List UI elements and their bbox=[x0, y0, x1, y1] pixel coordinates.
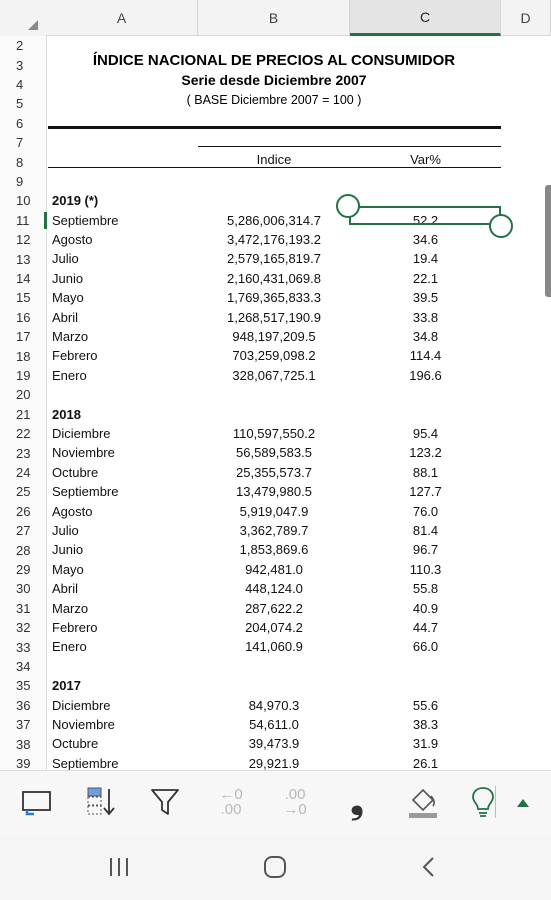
row-header[interactable]: 5 bbox=[0, 94, 46, 113]
header-rule-top bbox=[198, 146, 501, 147]
variation-cell[interactable]: 26.1 bbox=[412, 755, 439, 770]
index-value-cell[interactable]: 84,970.3 bbox=[248, 697, 300, 713]
recent-apps-button[interactable] bbox=[104, 854, 134, 880]
variation-cell[interactable]: 66.0 bbox=[412, 639, 439, 655]
title-rule-thick bbox=[48, 126, 501, 129]
variation-cell[interactable]: 114.4 bbox=[409, 348, 442, 364]
month-cell[interactable]: Junio bbox=[52, 270, 84, 286]
month-cell[interactable]: Julio bbox=[52, 523, 79, 538]
month-cell[interactable]: Enero bbox=[52, 367, 87, 383]
index-value-cell[interactable]: 54,611.0 bbox=[249, 717, 299, 732]
row-header[interactable]: 32 bbox=[0, 618, 46, 637]
home-icon bbox=[262, 854, 288, 880]
month-cell[interactable]: Septiembre bbox=[52, 484, 119, 500]
month-cell[interactable]: Marzo bbox=[52, 600, 89, 616]
row-header[interactable]: 35 bbox=[0, 676, 46, 695]
back-button[interactable] bbox=[414, 854, 444, 880]
row-header[interactable]: 38 bbox=[0, 734, 46, 753]
variation-cell[interactable]: 44.7 bbox=[412, 620, 439, 635]
year-label[interactable]: 2019 (*) bbox=[52, 193, 99, 209]
index-value-cell[interactable]: 948,197,209.5 bbox=[232, 329, 316, 344]
variation-cell[interactable]: 39.5 bbox=[412, 290, 439, 306]
row-header[interactable]: 8 bbox=[0, 152, 46, 171]
row-header[interactable]: 15 bbox=[0, 288, 46, 307]
lightbulb-icon bbox=[468, 784, 498, 820]
month-cell[interactable]: Enero bbox=[52, 639, 87, 655]
variation-cell[interactable]: 31.9 bbox=[412, 736, 439, 752]
index-value-cell[interactable]: 2,160,431,069.8 bbox=[227, 270, 321, 286]
row-header[interactable]: 28 bbox=[0, 540, 46, 559]
row-header[interactable]: 23 bbox=[0, 443, 46, 462]
month-cell[interactable]: Abril bbox=[52, 309, 79, 325]
variation-cell[interactable]: 40.9 bbox=[412, 600, 439, 616]
variation-cell[interactable]: 52.2 bbox=[412, 212, 439, 228]
row-header[interactable]: 3 bbox=[0, 55, 46, 74]
row-header[interactable]: 18 bbox=[0, 346, 46, 365]
report-title: ÍNDICE NACIONAL DE PRECIOS AL CONSUMIDOR bbox=[92, 52, 456, 69]
variation-cell[interactable]: 33.8 bbox=[412, 309, 439, 325]
index-value-cell[interactable]: 3,362,789.7 bbox=[239, 523, 309, 538]
variation-cell[interactable]: 19.4 bbox=[412, 251, 439, 267]
decrease-decimal-icon-top: ←0 bbox=[219, 786, 243, 803]
variation-cell[interactable]: 127.7 bbox=[409, 484, 442, 500]
comma-style-icon: ❟ bbox=[350, 782, 364, 821]
column-header-c[interactable]: C bbox=[350, 0, 501, 36]
increase-decimal-icon-bottom: →0 bbox=[283, 801, 307, 818]
report-subtitle: Serie desde Diciembre 2007 bbox=[181, 72, 367, 88]
variation-cell[interactable]: 22.1 bbox=[412, 270, 439, 286]
month-cell[interactable]: Febrero bbox=[52, 348, 98, 364]
select-all-triangle-icon bbox=[28, 20, 38, 30]
month-cell[interactable]: Mayo bbox=[52, 561, 84, 577]
index-value-cell[interactable]: 13,479,980.5 bbox=[236, 484, 312, 500]
variation-cell[interactable]: 34.6 bbox=[412, 232, 439, 247]
row-header[interactable]: 33 bbox=[0, 637, 46, 656]
cell-style-button[interactable] bbox=[16, 781, 58, 823]
back-chevron-icon bbox=[419, 855, 439, 879]
year-label[interactable]: 2017 bbox=[52, 678, 81, 694]
column-header-d[interactable]: D bbox=[501, 0, 551, 36]
index-value-cell[interactable]: 141,060.9 bbox=[245, 639, 303, 655]
row-header[interactable]: 30 bbox=[0, 579, 46, 598]
expand-toolbar-icon[interactable] bbox=[517, 799, 529, 807]
vertical-scrollbar[interactable] bbox=[545, 185, 551, 297]
month-cell[interactable]: Febrero bbox=[52, 620, 98, 635]
sort-button[interactable] bbox=[80, 781, 122, 823]
row-header[interactable]: 25 bbox=[0, 482, 46, 501]
cell-style-icon bbox=[20, 787, 54, 817]
increase-decimal-icon-top: .00 bbox=[284, 786, 306, 803]
index-value-cell[interactable]: 287,622.2 bbox=[245, 600, 303, 616]
sort-icon bbox=[84, 785, 118, 819]
selected-cell-c11[interactable] bbox=[349, 206, 501, 225]
row-header[interactable]: 9 bbox=[0, 172, 46, 191]
index-value-cell[interactable]: 5,919,047.9 bbox=[239, 503, 309, 519]
android-navigation-bar bbox=[0, 834, 551, 900]
month-cell[interactable]: Diciembre bbox=[52, 426, 111, 441]
row-header[interactable]: 34 bbox=[0, 657, 46, 676]
index-value-cell[interactable]: 2,579,165,819.7 bbox=[227, 251, 321, 267]
index-value-cell[interactable]: 1,769,365,833.3 bbox=[227, 290, 321, 306]
filter-button[interactable] bbox=[144, 781, 186, 823]
row-header[interactable]: 12 bbox=[0, 230, 46, 249]
month-cell[interactable]: Octubre bbox=[52, 464, 99, 480]
header-var[interactable]: Var% bbox=[410, 152, 441, 167]
decrease-decimal-button[interactable] bbox=[210, 781, 252, 823]
row-header[interactable]: 16 bbox=[0, 308, 46, 327]
ideas-button[interactable] bbox=[462, 781, 504, 823]
column-header-a[interactable]: A bbox=[46, 0, 198, 36]
variation-cell[interactable]: 88.1 bbox=[412, 464, 439, 480]
row-header[interactable]: 37 bbox=[0, 715, 46, 734]
index-value-cell[interactable]: 25,355,573.7 bbox=[236, 464, 312, 480]
filter-icon bbox=[148, 785, 182, 819]
month-cell[interactable]: Noviembre bbox=[52, 717, 115, 732]
row-header[interactable]: 20 bbox=[0, 385, 46, 404]
fill-color-button[interactable] bbox=[402, 781, 444, 823]
variation-cell[interactable]: 196.6 bbox=[409, 367, 442, 383]
increase-decimal-button[interactable] bbox=[274, 781, 316, 823]
row-header-divider bbox=[46, 36, 47, 770]
variation-cell[interactable]: 55.6 bbox=[412, 697, 439, 713]
month-cell[interactable]: Junio bbox=[52, 542, 84, 558]
index-value-cell[interactable]: 703,259,098.2 bbox=[232, 348, 316, 364]
row-header[interactable]: 24 bbox=[0, 463, 46, 482]
index-value-cell[interactable]: 5,286,006,314.7 bbox=[227, 212, 321, 228]
decrease-decimal-icon-bottom: .00 bbox=[220, 801, 242, 818]
variation-cell[interactable]: 55.8 bbox=[412, 581, 439, 597]
selected-row-indicator bbox=[44, 212, 47, 229]
format-toolbar bbox=[0, 770, 551, 835]
row-header[interactable]: 2 bbox=[0, 36, 46, 55]
row-header[interactable]: 29 bbox=[0, 560, 46, 579]
index-value-cell[interactable]: 328,067,725.1 bbox=[232, 367, 316, 383]
recent-apps-icon bbox=[107, 856, 131, 878]
column-header-b[interactable]: B bbox=[198, 0, 350, 36]
row-header[interactable]: 22 bbox=[0, 424, 46, 443]
year-label[interactable]: 2018 bbox=[52, 406, 81, 422]
month-cell[interactable]: Marzo bbox=[52, 329, 89, 344]
row-header[interactable]: 6 bbox=[0, 114, 46, 133]
row-header[interactable]: 26 bbox=[0, 502, 46, 521]
variation-cell[interactable]: 110.3 bbox=[409, 561, 442, 577]
index-value-cell[interactable]: 1,853,869.6 bbox=[239, 542, 309, 558]
index-value-cell[interactable]: 942,481.0 bbox=[245, 561, 303, 577]
index-value-cell[interactable]: 39,473.9 bbox=[248, 736, 300, 752]
selection-handle-top-left[interactable] bbox=[336, 194, 360, 218]
variation-cell[interactable]: 34.8 bbox=[412, 329, 439, 344]
variation-cell[interactable]: 123.2 bbox=[409, 445, 442, 461]
month-cell[interactable]: Septiembre bbox=[52, 212, 119, 228]
variation-cell[interactable]: 38.3 bbox=[412, 717, 439, 732]
variation-cell[interactable]: 81.4 bbox=[412, 523, 439, 538]
month-cell[interactable]: Julio bbox=[52, 251, 79, 267]
variation-cell[interactable]: 96.7 bbox=[412, 542, 439, 558]
row-header[interactable]: 13 bbox=[0, 249, 46, 268]
select-all-corner[interactable] bbox=[0, 0, 47, 37]
month-cell[interactable]: Abril bbox=[52, 581, 79, 597]
selection-handle-bottom-right[interactable] bbox=[489, 214, 513, 238]
row-header[interactable]: 4 bbox=[0, 75, 46, 94]
comma-style-button[interactable] bbox=[336, 781, 378, 823]
report-base-note: ( BASE Diciembre 2007 = 100 ) bbox=[186, 93, 362, 107]
row-header[interactable]: 31 bbox=[0, 599, 46, 618]
row-header[interactable]: 39 bbox=[0, 754, 46, 770]
row-header[interactable]: 7 bbox=[0, 133, 46, 152]
row-header[interactable]: 19 bbox=[0, 366, 46, 385]
index-value-cell[interactable]: 29,921.9 bbox=[248, 755, 300, 770]
index-value-cell[interactable]: 110,597,550.2 bbox=[232, 426, 316, 441]
month-cell[interactable]: Agosto bbox=[52, 503, 93, 519]
variation-cell[interactable]: 95.4 bbox=[412, 426, 439, 441]
index-value-cell[interactable]: 1,268,517,190.9 bbox=[227, 309, 321, 325]
index-value-cell[interactable]: 448,124.0 bbox=[245, 581, 303, 597]
index-value-cell[interactable]: 204,074.2 bbox=[245, 620, 303, 635]
row-header[interactable]: 27 bbox=[0, 521, 46, 540]
row-header[interactable]: 11 bbox=[0, 211, 46, 230]
row-header[interactable]: 36 bbox=[0, 696, 46, 715]
row-header[interactable]: 21 bbox=[0, 405, 46, 424]
index-value-cell[interactable]: 3,472,176,193.2 bbox=[227, 232, 321, 247]
month-cell[interactable]: Octubre bbox=[52, 736, 99, 752]
row-header[interactable]: 14 bbox=[0, 269, 46, 288]
month-cell[interactable]: Noviembre bbox=[52, 445, 115, 461]
row-header[interactable]: 17 bbox=[0, 327, 46, 346]
home-button[interactable] bbox=[260, 854, 290, 880]
month-cell[interactable]: Diciembre bbox=[52, 697, 111, 713]
header-indice[interactable]: Indice bbox=[256, 152, 292, 167]
row-header[interactable]: 10 bbox=[0, 191, 46, 210]
paint-bucket-icon bbox=[405, 784, 441, 820]
month-cell[interactable]: Septiembre bbox=[52, 755, 119, 770]
index-value-cell[interactable]: 56,589,583.5 bbox=[236, 445, 312, 461]
month-cell[interactable]: Mayo bbox=[52, 290, 84, 306]
month-cell[interactable]: Agosto bbox=[52, 232, 93, 247]
variation-cell[interactable]: 76.0 bbox=[412, 503, 439, 519]
